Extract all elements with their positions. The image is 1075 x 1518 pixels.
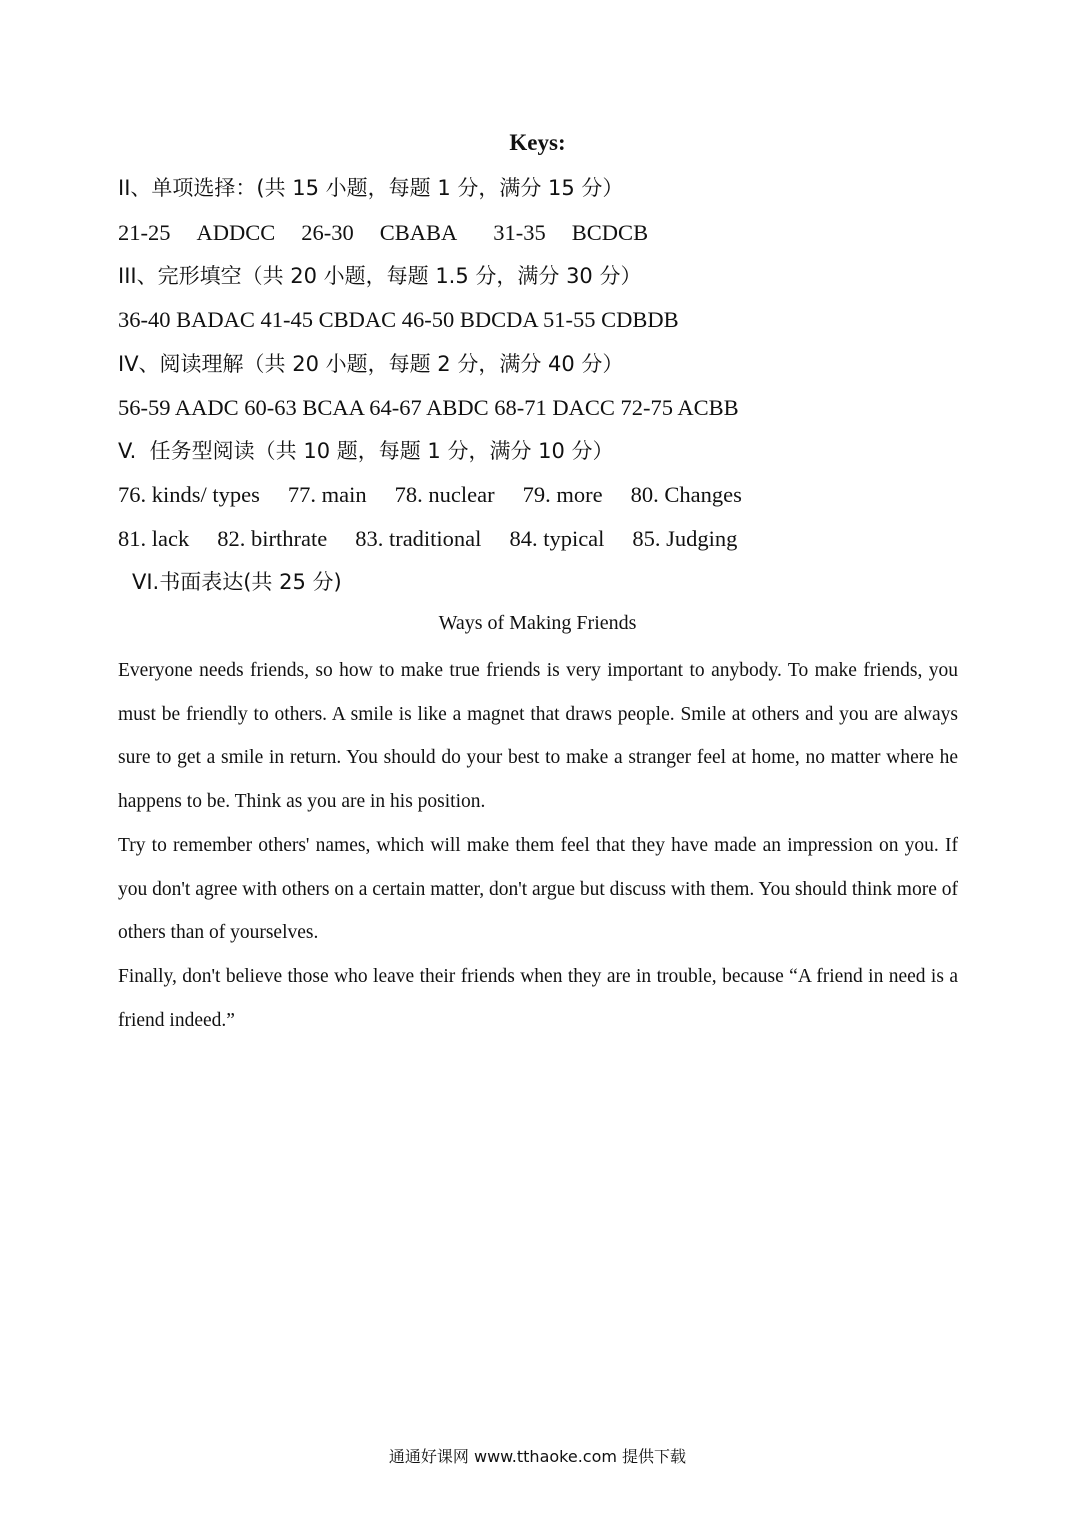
answer-range: 31-35	[493, 220, 546, 245]
answer-letters: ADDCC	[196, 220, 276, 245]
essay-paragraph-3: Finally, don't believe those who leave their friends when they are in trouble, because “A friend in need is a friend indeed.”	[118, 966, 958, 1031]
answer-item: 78. nuclear	[394, 482, 495, 507]
section-4-answers: 56-59 AADC 60-63 BCAA 64-67 ABDC 68-71 DACC 72-75 ACBB	[118, 395, 739, 420]
section-5-answers-row-1	[118, 480, 742, 510]
answer-item: 82. birthrate	[217, 526, 328, 551]
answer-item: 81. lack	[118, 526, 190, 551]
section-2-answers	[118, 218, 648, 248]
section-2-heading: II、单项选择：(共 15 小题，每题 1 分，满分 15 分）	[118, 176, 624, 200]
section-3-heading: III、完形填空（共 20 小题，每题 1.5 分，满分 30 分）	[118, 264, 642, 288]
answer-item: 85. Judging	[632, 526, 738, 551]
section-5-heading: V. 任务型阅读（共 10 题，每题 1 分，满分 10 分）	[118, 439, 614, 463]
answer-letters: BCDCB	[571, 220, 649, 245]
page-footer: 通通好课网 www.tthaoke.com 提供下载	[388, 1447, 687, 1466]
answer-item: 80. Changes	[630, 482, 742, 507]
essay-title: Ways of Making Friends	[438, 612, 637, 634]
answer-item: 77. main	[287, 482, 367, 507]
section-4-heading: IV、阅读理解（共 20 小题，每题 2 分，满分 40 分）	[118, 352, 624, 376]
section-5-answers-row-2	[118, 524, 737, 554]
page-title: Keys:	[509, 130, 566, 155]
section-3-answers: 36-40 BADAC 41-45 CBDAC 46-50 BDCDA 51-55 CDBDB	[118, 307, 679, 332]
section-6-heading: VI.书面表达(共 25 分)	[132, 570, 342, 594]
essay-paragraph-2: Try to remember others' names, which will make them feel that they have made an impression on you. If you don't agree with others on a certain matter, don't argue but discuss with them. You should think more of others than of yourselves.	[118, 835, 958, 944]
answer-item: 84. typical	[509, 526, 605, 551]
answer-letters: CBABA	[379, 220, 458, 245]
essay-paragraph-1: Everyone needs friends, so how to make true friends is very important to anybody. To make friends, you must be friendly to others. A smile is like a magnet that draws people. Smile at others and you are always sure to get a smile in return. You should do your best to make a stranger feel at home, no matter where he happens to be. Think as you are in his position.	[118, 660, 958, 813]
answer-range: 26-30	[301, 220, 354, 245]
answer-item: 76. kinds/ types	[118, 482, 260, 507]
answer-range: 21-25	[118, 220, 171, 245]
answer-item: 83. traditional	[355, 526, 482, 551]
answer-item: 79. more	[522, 482, 603, 507]
